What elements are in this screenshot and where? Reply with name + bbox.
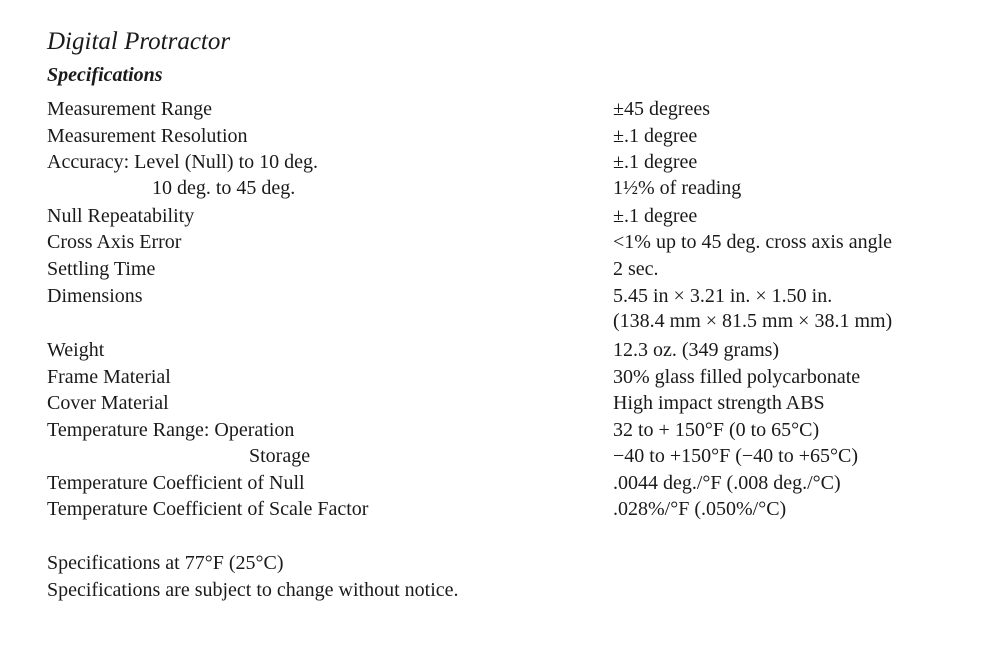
spec-row xyxy=(0,390,1000,416)
page-title: Digital Protractor xyxy=(47,28,231,55)
spec-value: 5.45 in × 3.21 in. × 1.50 in. xyxy=(613,285,833,307)
footnote: Specifications at 77°F (25°C) xyxy=(47,552,284,574)
spec-value: 30% glass filled polycarbonate xyxy=(613,366,861,388)
spec-value: 32 to + 150°F (0 to 65°C) xyxy=(613,419,820,441)
spec-label: Dimensions xyxy=(47,285,143,307)
spec-value: 1½% of reading xyxy=(613,177,742,199)
spec-row xyxy=(0,364,1000,390)
spec-row xyxy=(0,175,1000,201)
spec-label: Measurement Range xyxy=(47,98,212,120)
section-heading: Specifications xyxy=(47,64,163,86)
spec-row xyxy=(0,283,1000,309)
spec-label: Settling Time xyxy=(47,258,156,280)
spec-label: Cover Material xyxy=(47,392,169,414)
spec-label: Temperature Range: Operation xyxy=(47,419,295,441)
spec-value: ±.1 degree xyxy=(613,125,698,147)
spec-value: .028%/°F (.050%/°C) xyxy=(613,498,787,520)
spec-label: Frame Material xyxy=(47,366,171,388)
spec-row xyxy=(0,470,1000,496)
spec-label: Weight xyxy=(47,339,105,361)
spec-row xyxy=(0,337,1000,363)
spec-row xyxy=(0,496,1000,522)
spec-label: 10 deg. to 45 deg. xyxy=(152,177,296,199)
spec-value: ±.1 degree xyxy=(613,151,698,173)
spec-value: (138.4 mm × 81.5 mm × 38.1 mm) xyxy=(613,310,893,332)
spec-label: Cross Axis Error xyxy=(47,231,182,253)
spec-value: .0044 deg./°F (.008 deg./°C) xyxy=(613,472,841,494)
spec-label: Accuracy: Level (Null) to 10 deg. xyxy=(47,151,319,173)
spec-label: Null Repeatability xyxy=(47,205,195,227)
spec-value: 2 sec. xyxy=(613,258,659,280)
spec-row xyxy=(0,149,1000,175)
spec-value: ±.1 degree xyxy=(613,205,698,227)
spec-row xyxy=(0,256,1000,282)
spec-row xyxy=(0,96,1000,122)
spec-label: Temperature Coefficient of Null xyxy=(47,472,305,494)
spec-value: 12.3 oz. (349 grams) xyxy=(613,339,780,361)
spec-row xyxy=(0,308,1000,334)
spec-row xyxy=(0,123,1000,149)
spec-value: ±45 degrees xyxy=(613,98,711,120)
spec-label: Temperature Coefficient of Scale Factor xyxy=(47,498,369,520)
spec-row xyxy=(0,229,1000,255)
spec-value: −40 to +150°F (−40 to +65°C) xyxy=(613,445,859,467)
spec-value: High impact strength ABS xyxy=(613,392,825,414)
spec-row xyxy=(0,443,1000,469)
spec-label: Storage xyxy=(249,445,311,467)
spec-row xyxy=(0,203,1000,229)
footnote: Specifications are subject to change without notice. xyxy=(47,579,459,601)
spec-value: <1% up to 45 deg. cross axis angle xyxy=(613,231,893,253)
spec-label: Measurement Resolution xyxy=(47,125,248,147)
spec-row xyxy=(0,417,1000,443)
